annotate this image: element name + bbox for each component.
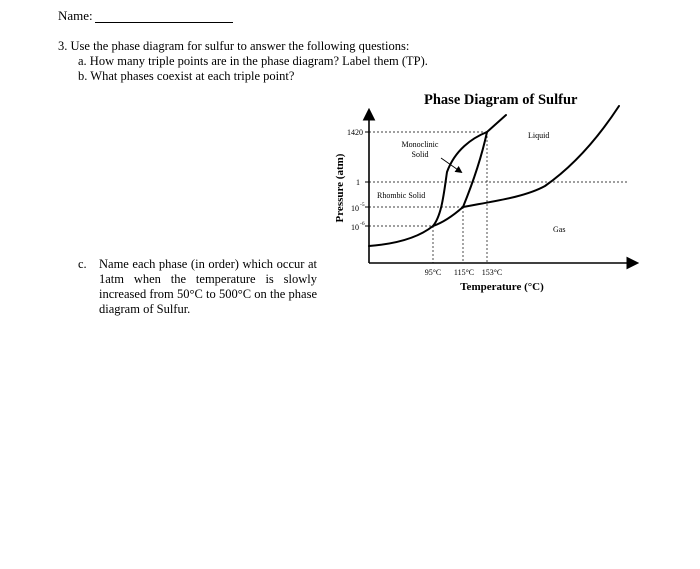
y-tick-label-1420: 1420 [347,128,363,137]
y-tick-label-1e-6-exp: -6 [360,221,365,227]
y-tick-label-1: 1 [356,178,360,187]
region-label-gas: Gas [553,225,566,234]
y-tick-label-1e-5-base: 10 [351,204,359,213]
x-axis-label: Temperature (°C) [460,281,544,293]
region-label-rhombic: Rhombic Solid [377,191,426,200]
question-3c-line-1: Name each phase (in order) which occur at [99,257,317,271]
boundary-liquid-vapor [463,106,619,207]
diagram-title: Phase Diagram of Sulfur [424,92,578,108]
y-tick-label-1e-5-exp: -5 [360,202,365,208]
question-3a: a. How many triple points are in the phase diagram? Label them (TP). [78,54,428,68]
question-3c-letter: c. [78,257,87,271]
region-label-monoclinic-solid: Solid [411,150,429,159]
question-3b: b. What phases coexist at each triple point? [78,69,295,83]
region-label-liquid: Liquid [528,131,550,140]
question-3c-line-4: diagram of Sulfur. [99,302,191,316]
question-3-stem: 3. Use the phase diagram for sulfur to answer the following questions: [58,39,410,53]
boundary-rhombic-liquid [487,115,506,132]
y-tick-label-1e-6-base: 10 [351,223,359,232]
x-tick-label-95: 95°C [424,268,442,277]
monoclinic-pointer-arrow [441,158,461,172]
question-3c-line-3: increased from 50°C to 500°C on the phase [99,287,317,301]
name-label: Name: [58,8,93,23]
y-axis-label: Pressure (atm) [334,153,346,223]
region-label-monoclinic: Monoclinic [401,140,439,149]
x-tick-label-115: 115°C [453,268,475,277]
question-3c-line-2: 1atm when the temperature is slowly [99,272,317,286]
x-tick-label-153: 153°C [481,268,503,277]
